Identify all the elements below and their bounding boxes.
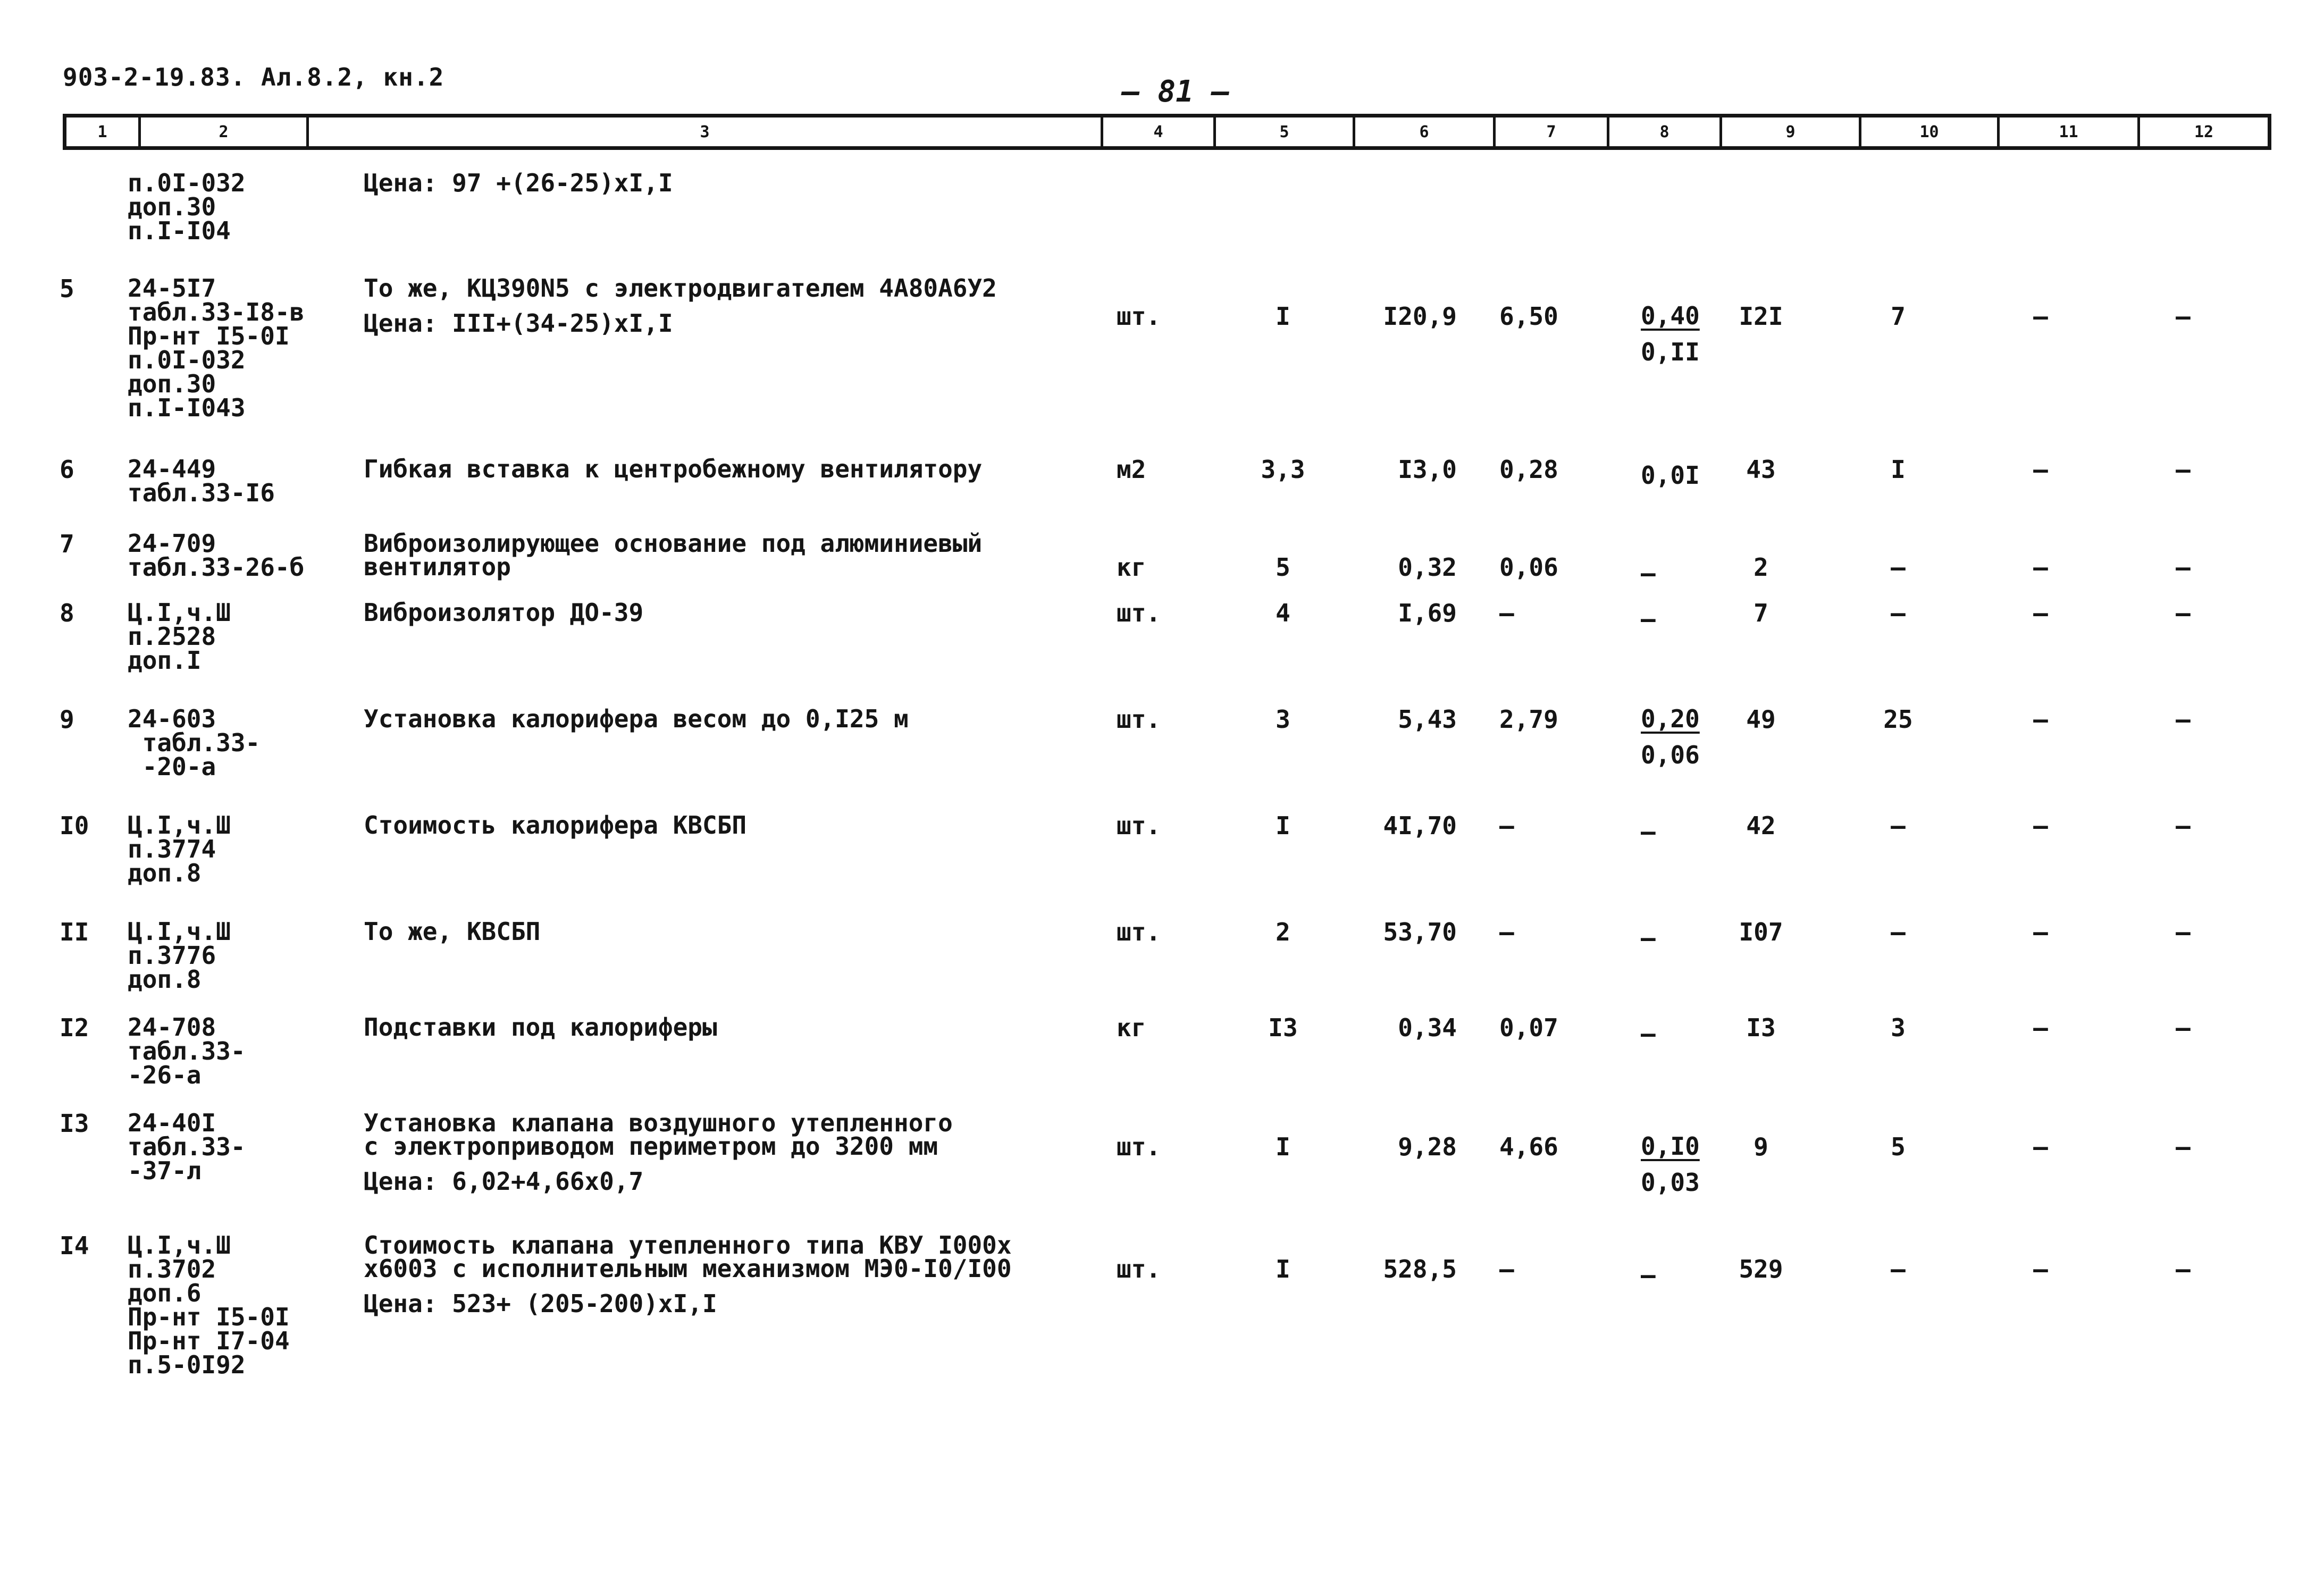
col8-value bbox=[1641, 1009, 1656, 1052]
col6-value: 4I,70 bbox=[1383, 811, 1457, 840]
quantity: I bbox=[1276, 811, 1290, 840]
col11-value: – bbox=[2033, 1013, 2048, 1042]
col12-value: – bbox=[2176, 455, 2191, 484]
quantity: I bbox=[1276, 1255, 1290, 1283]
col10-value: 25 bbox=[1883, 705, 1913, 734]
col7-value: 6,50 bbox=[1499, 302, 1558, 331]
work-description: Виброизолирующее основание под алюминиевый вентилятор bbox=[364, 529, 983, 581]
work-description: Цена: 97 +(26-25)xI,I bbox=[364, 169, 673, 197]
col8-value bbox=[1641, 807, 1656, 850]
reference-code: 24-449 табл.33-I6 bbox=[128, 455, 275, 507]
col8-denominator: – bbox=[1641, 1019, 1656, 1048]
quantity: 4 bbox=[1276, 599, 1290, 627]
price-formula: Цена: 523+ (205-200)xI,I bbox=[364, 1289, 717, 1318]
col7-value: 0,07 bbox=[1499, 1013, 1558, 1042]
quantity: I3 bbox=[1268, 1013, 1298, 1042]
col11-value: – bbox=[2033, 553, 2048, 582]
col11-value: – bbox=[2033, 599, 2048, 627]
col10-value: – bbox=[1891, 599, 1906, 627]
reference-code: 24-708 табл.33- -26-а bbox=[128, 1013, 246, 1089]
column-header: 7 bbox=[1496, 117, 1609, 146]
col7-value: 0,06 bbox=[1499, 553, 1558, 582]
work-description: Стоимость калорифера КВСБП bbox=[364, 811, 747, 839]
col8-value bbox=[1641, 451, 1700, 493]
unit: шт. bbox=[1117, 1132, 1161, 1161]
unit: кг bbox=[1117, 1013, 1146, 1042]
col12-value: – bbox=[2176, 811, 2191, 840]
column-header: 12 bbox=[2194, 122, 2214, 141]
col12-value: – bbox=[2176, 599, 2191, 627]
col10-value: 7 bbox=[1891, 302, 1906, 331]
col9-value: 529 bbox=[1739, 1255, 1783, 1283]
col7-value: 4,66 bbox=[1499, 1132, 1558, 1161]
col11-value: – bbox=[2033, 705, 2048, 734]
col8-denominator: – bbox=[1641, 817, 1656, 846]
col8-denominator: 0,II bbox=[1641, 338, 1700, 366]
col10-value: 5 bbox=[1891, 1132, 1906, 1161]
column-header: 2 bbox=[141, 117, 309, 146]
col12-value: – bbox=[2176, 553, 2191, 582]
col11-value: – bbox=[2033, 1132, 2048, 1161]
row-number: 6 bbox=[60, 455, 74, 484]
unit: кг bbox=[1117, 553, 1146, 582]
document-code: 903-2-19.83. Ал.8.2, кн.2 bbox=[63, 63, 444, 91]
col7-value: 2,79 bbox=[1499, 705, 1558, 734]
col12-value: – bbox=[2176, 1132, 2191, 1161]
col11-value: – bbox=[2033, 302, 2048, 331]
col8-value bbox=[1641, 1128, 1700, 1200]
row-number: 8 bbox=[60, 599, 74, 627]
col11-value: – bbox=[2033, 811, 2048, 840]
column-header: 6 bbox=[1355, 117, 1496, 146]
column-header: 5 bbox=[1216, 117, 1355, 146]
reference-code: п.0I-032 доп.30 п.I-I04 bbox=[128, 169, 246, 245]
col9-value: 9 bbox=[1754, 1132, 1768, 1161]
col6-value: 9,28 bbox=[1398, 1132, 1457, 1161]
unit: шт. bbox=[1117, 918, 1161, 946]
row-number: I0 bbox=[60, 811, 89, 840]
col8-denominator: – bbox=[1641, 1261, 1656, 1289]
work-description: Подставки под калориферы bbox=[364, 1013, 717, 1042]
description-text: Установка клапана воздушного утепленного с электроприводом периметром до 3200 мм bbox=[364, 1109, 953, 1161]
column-header: 4 bbox=[1103, 117, 1216, 146]
column-header: 9 bbox=[1722, 117, 1861, 146]
unit: шт. bbox=[1117, 1255, 1161, 1283]
col10-value: – bbox=[1891, 553, 1906, 582]
col8-numerator: 0,40 bbox=[1641, 301, 1700, 330]
col9-value: 2 bbox=[1754, 553, 1768, 582]
quantity: 5 bbox=[1276, 553, 1290, 582]
quantity: I bbox=[1276, 1132, 1290, 1161]
quantity: 3 bbox=[1276, 705, 1290, 734]
col12-value: – bbox=[2176, 918, 2191, 946]
unit: м2 bbox=[1117, 455, 1146, 484]
col10-value: – bbox=[1891, 1255, 1906, 1283]
unit: шт. bbox=[1117, 705, 1161, 734]
col7-value: – bbox=[1499, 918, 1514, 946]
col7-value: – bbox=[1499, 811, 1514, 840]
col11-value: – bbox=[2033, 1255, 2048, 1283]
work-description: Гибкая вставка к центробежному вентилятору bbox=[364, 455, 983, 483]
col6-value: I,69 bbox=[1398, 599, 1457, 627]
col8-numerator: 0,I0 bbox=[1641, 1132, 1700, 1161]
col8-denominator: 0,06 bbox=[1641, 741, 1700, 769]
col6-value: 0,34 bbox=[1398, 1013, 1457, 1042]
row-number: II bbox=[60, 918, 89, 946]
page-number: — 81 — bbox=[1122, 74, 1230, 109]
row-number: I3 bbox=[60, 1109, 89, 1138]
col9-value: I2I bbox=[1739, 302, 1783, 331]
work-description bbox=[364, 1109, 953, 1196]
column-header: 10 bbox=[1861, 117, 2000, 146]
col6-value: 528,5 bbox=[1383, 1255, 1457, 1283]
unit: шт. bbox=[1117, 811, 1161, 840]
col12-value: – bbox=[2176, 1255, 2191, 1283]
price-formula: Цена: III+(34-25)xI,I bbox=[364, 309, 673, 338]
reference-code: 24-709 табл.33-26-б bbox=[128, 529, 305, 582]
description-text: Стоимость клапана утепленного типа КВУ I000x x6003 с исполнительным механизмом МЭ0-I0/I00 bbox=[364, 1231, 1012, 1283]
col6-value: 0,32 bbox=[1398, 553, 1457, 582]
price-formula: Цена: 6,02+4,66x0,7 bbox=[364, 1167, 644, 1196]
col6-value: I3,0 bbox=[1398, 455, 1457, 484]
col9-value: 49 bbox=[1746, 705, 1776, 734]
row-number: 7 bbox=[60, 530, 74, 558]
col6-value: 53,70 bbox=[1383, 918, 1457, 946]
column-header: 8 bbox=[1609, 117, 1722, 146]
col11-value: – bbox=[2033, 455, 2048, 484]
col8-numerator: 0,20 bbox=[1641, 704, 1700, 733]
quantity: 2 bbox=[1276, 918, 1290, 946]
col8-denominator: – bbox=[1641, 605, 1656, 633]
row-number: 9 bbox=[60, 705, 74, 734]
column-header: 3 bbox=[309, 117, 1103, 146]
reference-code: Ц.I,ч.Ш п.2528 доп.I bbox=[128, 598, 231, 675]
col10-value: – bbox=[1891, 918, 1906, 946]
col7-value: 0,28 bbox=[1499, 455, 1558, 484]
row-number: 5 bbox=[60, 274, 74, 303]
row-number: I2 bbox=[60, 1013, 89, 1042]
col11-value: – bbox=[2033, 918, 2048, 946]
row-number: I4 bbox=[60, 1231, 89, 1260]
quantity: I bbox=[1276, 302, 1290, 331]
reference-code: Ц.I,ч.Ш п.3774 доп.8 bbox=[128, 811, 231, 887]
description-text: То же, КЦ390N5 с электродвигателем 4А80А6У2 bbox=[364, 274, 997, 303]
col8-value bbox=[1641, 594, 1656, 637]
col7-value: – bbox=[1499, 1255, 1514, 1283]
col10-value: I bbox=[1891, 455, 1906, 484]
col9-value: I07 bbox=[1739, 918, 1783, 946]
reference-code: Ц.I,ч.Ш п.3702 доп.6 Пр-нт I5-0I Пр-нт I7-04 п.5-0I92 bbox=[128, 1231, 290, 1379]
col8-value bbox=[1641, 913, 1656, 956]
reference-code: 24-603 табл.33- -20-а bbox=[128, 704, 261, 781]
col7-value: – bbox=[1499, 599, 1514, 627]
reference-code: 24-40I табл.33- -37-л bbox=[128, 1109, 246, 1185]
column-header-bar bbox=[63, 114, 2271, 150]
col8-value bbox=[1641, 701, 1700, 773]
col6-value: 5,43 bbox=[1398, 705, 1457, 734]
col8-denominator: – bbox=[1641, 559, 1656, 587]
col6-value: I20,9 bbox=[1383, 302, 1457, 331]
col12-value: – bbox=[2176, 705, 2191, 734]
quantity: 3,3 bbox=[1261, 455, 1305, 484]
unit: шт. bbox=[1117, 599, 1161, 627]
col9-value: 42 bbox=[1746, 811, 1776, 840]
reference-code: Ц.I,ч.Ш п.3776 доп.8 bbox=[128, 917, 231, 994]
col9-value: 7 bbox=[1754, 599, 1768, 627]
column-header: 1 bbox=[66, 117, 141, 146]
col12-value: – bbox=[2176, 1013, 2191, 1042]
col8-value bbox=[1641, 549, 1656, 591]
col8-denominator: 0,03 bbox=[1641, 1168, 1700, 1197]
col10-value: – bbox=[1891, 811, 1906, 840]
col10-value: 3 bbox=[1891, 1013, 1906, 1042]
work-description bbox=[364, 1231, 1012, 1318]
col8-value bbox=[1641, 298, 1700, 370]
work-description: Виброизолятор ДО-39 bbox=[364, 598, 644, 627]
reference-code: 24-5I7 табл.33-I8-в Пр-нт I5-0I п.0I-032 доп.30 п.I-I043 bbox=[128, 274, 305, 422]
col9-value: I3 bbox=[1746, 1013, 1776, 1042]
column-header: 11 bbox=[2000, 117, 2140, 146]
col8-value bbox=[1641, 1250, 1656, 1293]
unit: шт. bbox=[1117, 302, 1161, 331]
work-description: Установка калорифера весом до 0,I25 м bbox=[364, 704, 909, 733]
work-description: То же, КВСБП bbox=[364, 917, 541, 946]
col8-denominator: 0,0I bbox=[1641, 461, 1700, 490]
col8-denominator: – bbox=[1641, 923, 1656, 952]
work-description bbox=[364, 274, 997, 338]
col9-value: 43 bbox=[1746, 455, 1776, 484]
col12-value: – bbox=[2176, 302, 2191, 331]
